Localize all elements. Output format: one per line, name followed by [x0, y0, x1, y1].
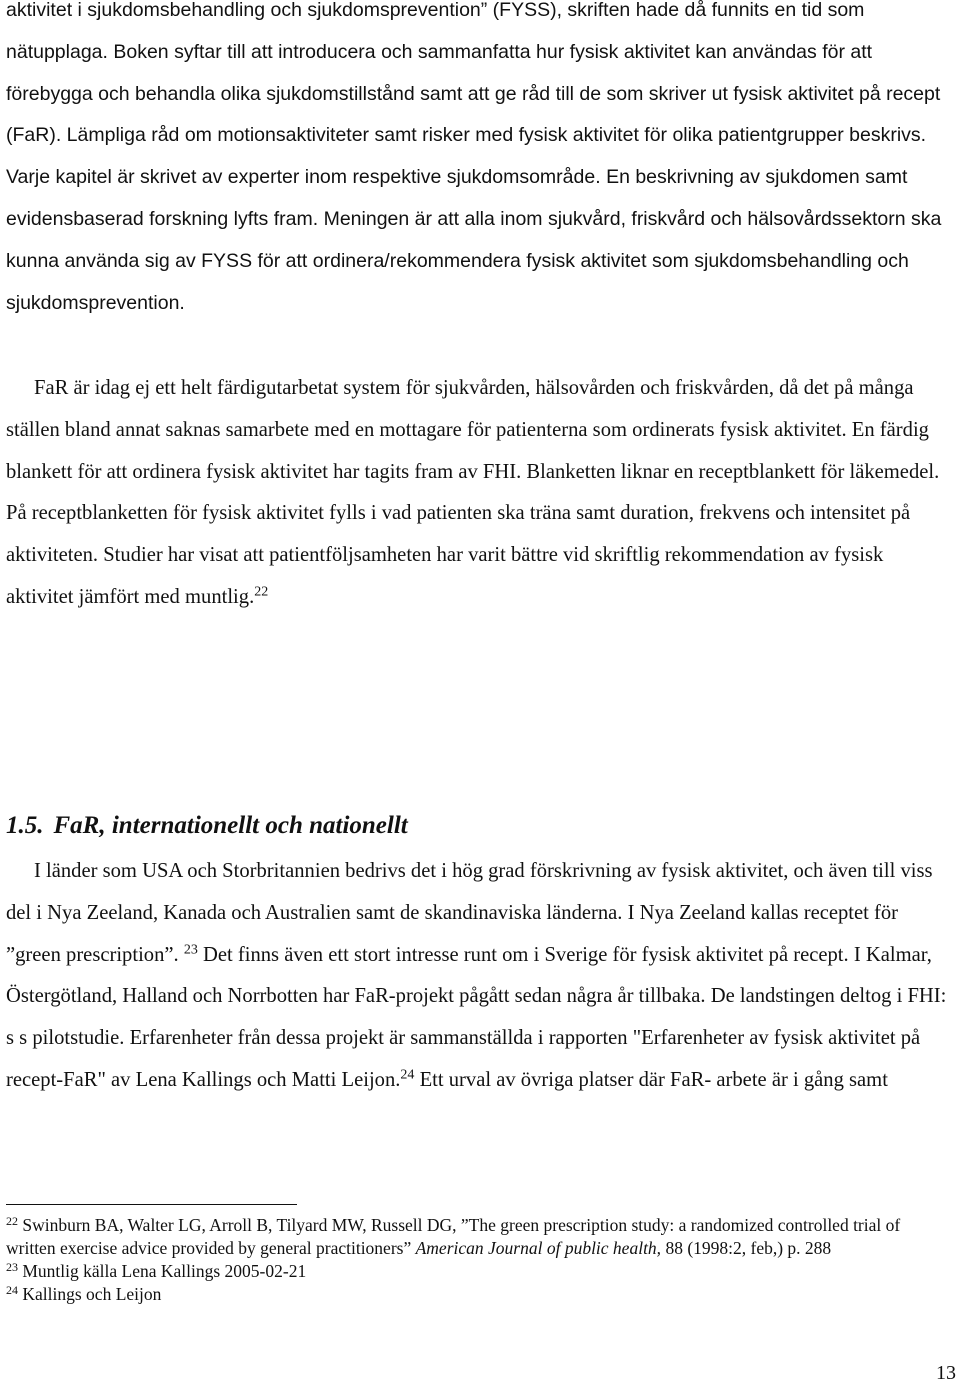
footnote-marker: 23 [6, 1260, 18, 1274]
footnote-reference-23: 23 [183, 941, 198, 957]
section-number: 1.5. [6, 812, 44, 839]
footnote-22 [6, 1214, 954, 1260]
paragraph-text-run: En beskrivning av sjukdomen samt evidensbaserad forskning lyfts fram. [6, 166, 908, 230]
footnote-text: Swinburn BA, Walter LG, Arroll B, Tilyard MW, Russell DG, ”The green prescription study: a randomized controlled trial of written exercise advice provided by general practitioners” [6, 1215, 901, 1258]
paragraph-text-run: Lämpliga råd om motionsaktiviteter samt risker med fysisk aktivitet för olika patientgrupper beskrivs. [66, 124, 927, 147]
footnote-separator [6, 1204, 297, 1205]
section-title: FaR, internationellt och nationellt [53, 812, 408, 839]
paragraph-text: FaR är idag ej ett helt färdigutarbetat system för sjukvården, hälsovården och friskvården, då det på många ställen bland annat saknas samarbete med en mottagare för patienterna som ordinerats fysisk aktivitet. En färdig blankett för att ordinera fysisk aktivitet har tagits fram av FHI. Blanketten liknar en receptblankett för läkemedel. På receptblanketten för fysisk aktivitet fylls i vad patienten ska träna samt duration, frekvens och intensitet på aktiviteten. Studier har visat att patientföljsamheten har varit bättre vid skriftlig rekommendation av fysisk aktivitet jämfört med muntlig. [6, 377, 940, 608]
paragraph-text: I länder som USA och Storbritannien bedrivs det i hög grad förskrivning av fysisk aktivitet, och även till viss del i Nya Zeeland, Kanada och Australien samt de skandinaviska länderna. I Nya Zeeland kallas receptet för ”green prescription”. [6, 860, 933, 966]
footnote-23 [6, 1260, 954, 1283]
paragraph-text-run: aktivitet i sjukdomsbehandling och sjukdomsprevention” (FYSS), skriften hade då funnits en tid som nätupplaga. [6, 0, 865, 63]
paragraph-text-run: Boken syftar till att introducera och sammanfatta hur fysisk aktivitet kan användas för att förebygga och behandla olika sjukdomstillstånd samt att ge råd till de som skriver ut fysisk aktivitet på recept (FaR). [6, 40, 941, 147]
paragraph-text-run: Varje kapitel är skrivet av experter inom respektive sjukdomsområde. [6, 166, 601, 189]
footnote-reference-24: 24 [400, 1067, 415, 1083]
footnote-text: Kallings och Leijon [22, 1284, 162, 1304]
page-number: 13 [936, 1362, 956, 1384]
footnote-text: Muntlig källa Lena Kallings 2005-02-21 [22, 1261, 307, 1281]
footnote-text: 88 (1998:2, feb,) p. 288 [665, 1238, 832, 1258]
body-paragraph-far-system [6, 368, 954, 619]
footnote-journal: American Journal of public health, [415, 1238, 662, 1258]
body-paragraph-international [6, 851, 954, 1102]
footnote-reference-22: 22 [254, 584, 269, 600]
paragraph-text: Det finns även ett stort intresse runt om i Sverige för fysisk aktivitet på recept. I Kalmar, Östergötland, Halland och Norrbotten har FaR-projekt pågått sedan några år tillbaka. De landstingen deltog i FHI: s s pilotstudie. Erfarenheter från dessa projekt är sammanställda i rapporten "Erfarenheter av fysisk aktivitet på recept-FaR" av Lena Kallings och Matti Leijon. [6, 943, 947, 1091]
footnote-24 [6, 1283, 954, 1306]
footnote-marker: 22 [6, 1214, 18, 1228]
paragraph-text: Ett urval av övriga platser där FaR- arbete är i gång samt [419, 1068, 888, 1091]
section-heading [6, 808, 408, 844]
paragraph-text-run: Meningen är att alla inom sjukvård, friskvård och hälsovårdssektorn ska kunna använda sig av FYSS för att ordinera/rekommendera fysisk aktivitet som sjukdomsbehandling och sjukdomsprevention. [6, 207, 942, 314]
footnote-marker: 24 [6, 1283, 18, 1297]
body-paragraph-fyss [6, 0, 954, 324]
footnotes [6, 1214, 954, 1306]
